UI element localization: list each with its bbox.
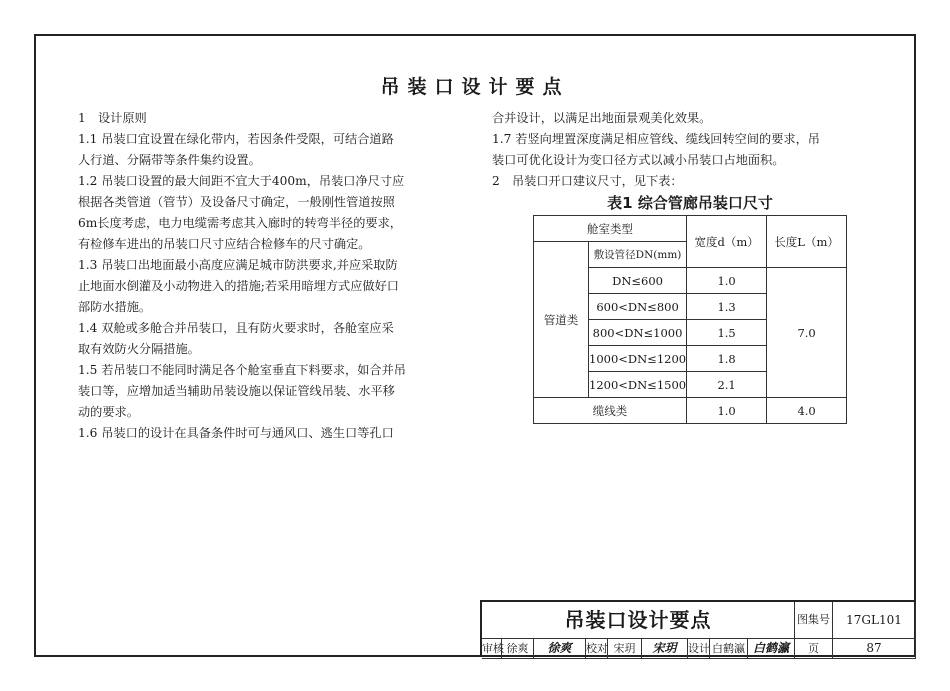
reviewer-signature: 徐爽 [534,639,586,659]
cable-width-cell: 1.0 [687,398,767,424]
checker-signature: 宋玥 [642,639,688,659]
text-line: 合并设计，以满足出地面景观美化效果。 [492,111,712,125]
text-line: 人行道、分隔带等条件集约设置。 [78,153,261,167]
title-block-title: 吊装口设计要点 [482,602,795,639]
atlas-label: 图集号 [795,602,833,639]
atlas-number: 17GL101 [833,602,916,639]
right-text-column [492,108,887,192]
left-text-column [78,108,463,444]
reviewer-name: 徐爽 [502,639,534,659]
page-number: 87 [833,639,916,659]
text-line: 根据各类管道（管节）及设备尺寸确定，一般刚性管道按照 [78,195,395,209]
width-cell: 1.5 [687,320,767,346]
pipe-length-cell: 7.0 [767,268,847,398]
header-cabin-type: 舱室类型 [534,216,687,242]
text-line: 止地面水倒灌及小动物进入的措施;若采用暗埋方式应做好口 [78,279,399,293]
pipe-group-label: 管道类 [534,242,589,398]
size-table [533,215,847,424]
width-cell: 2.1 [687,372,767,398]
text-line: 1.4 双舱或多舱合并吊装口，且有防火要求时，各舱室应采 [78,321,394,335]
header-length: 长度L（m） [767,216,847,268]
text-line: 动的要求。 [78,405,139,419]
text-line: 1.6 吊装口的设计在具备条件时可与通风口、逃生口等孔口 [78,426,394,440]
dn-cell: DN≤600 [589,268,687,294]
page-title: 吊装口设计要点 [380,76,570,98]
cable-label: 缆线类 [534,398,687,424]
text-line: 1.3 吊装口出地面最小高度应满足城市防洪要求,并应采取防 [78,258,398,272]
width-cell: 1.8 [687,346,767,372]
header-pipe-dn: 敷设管径DN(mm) [589,242,687,268]
width-cell: 1.3 [687,294,767,320]
cable-length-cell: 4.0 [767,398,847,424]
text-line: 1.7 若竖向埋置深度满足相应管线、缆线回转空间的要求，吊 [492,132,820,146]
text-line: 1.2 吊装口设置的最大间距不宜大于400m，吊装口净尺寸应 [78,174,405,188]
header-width: 宽度d（m） [687,216,767,268]
text-line: 有检修车进出的吊装口尺寸应结合检修车的尺寸确定。 [78,237,371,251]
page-label: 页 [795,639,833,659]
designer-signature: 白鹤瀛 [748,639,795,659]
dn-cell: 600<DN≤800 [589,294,687,320]
text-line: 装口等，应增加适当辅助吊装设施以保证管线吊装、水平移 [78,384,395,398]
text-line: 1.1 吊装口宜设置在绿化带内，若因条件受限，可结合道路 [78,132,394,146]
designer-name: 白鹤瀛 [710,639,748,659]
text-line: 装口可优化设计为变口径方式以减小吊装口占地面积。 [492,153,785,167]
title-block [480,600,916,657]
dn-cell: 1200<DN≤1500 [589,372,687,398]
text-line: 1.5 若吊装口不能同时满足各个舱室垂直下料要求，如合并吊 [78,363,406,377]
check-label: 校对 [586,639,608,659]
text-line: 2 吊装口开口建议尺寸，见下表： [492,174,683,188]
text-line: 6m长度考虑，电力电缆需考虑其入廊时的转弯半径的要求， [78,216,402,230]
design-label: 设计 [688,639,710,659]
review-label: 审核 [482,639,502,659]
text-line: 1 设计原则 [78,111,147,125]
checker-name: 宋玥 [608,639,642,659]
table-caption: 表1 综合管廊吊装口尺寸 [607,194,773,212]
dn-cell: 1000<DN≤1200 [589,346,687,372]
dn-cell: 800<DN≤1000 [589,320,687,346]
text-line: 部防水措施。 [78,300,152,314]
text-line: 取有效防火分隔措施。 [78,342,200,356]
width-cell: 1.0 [687,268,767,294]
